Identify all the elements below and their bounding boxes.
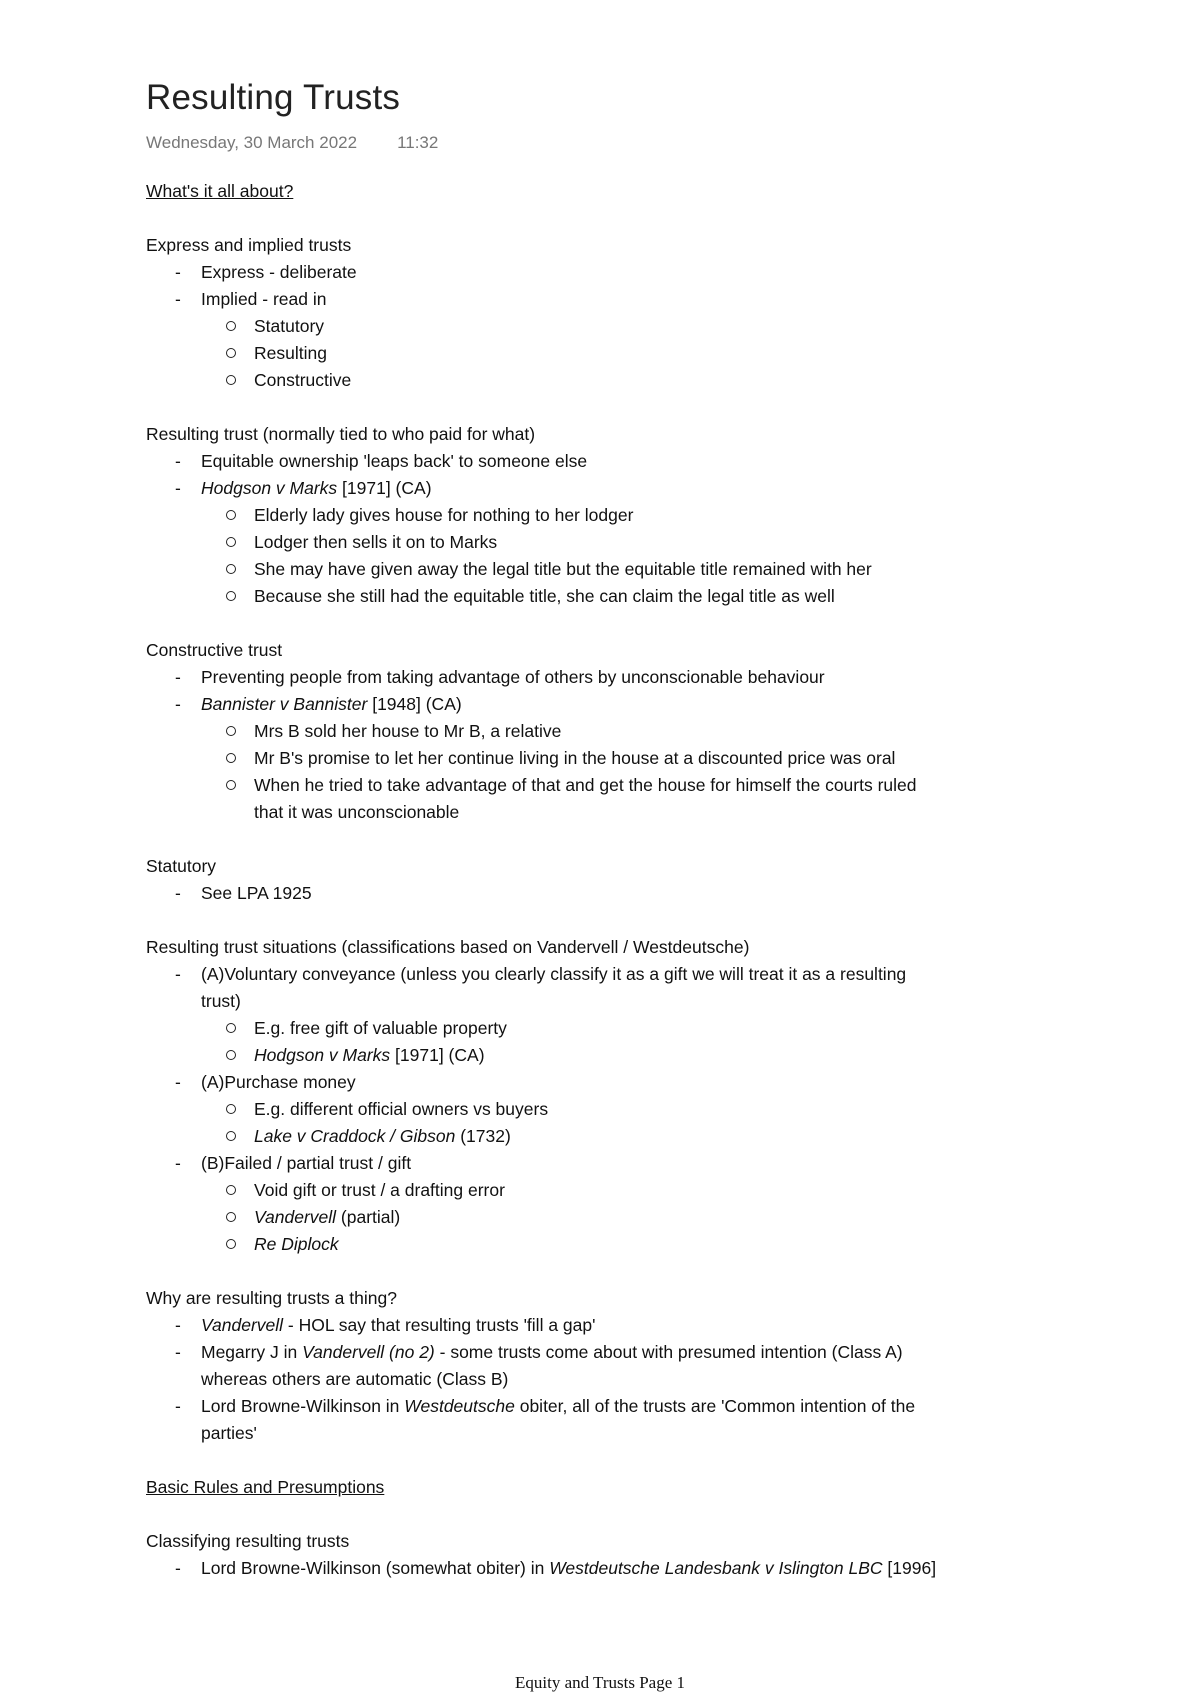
case-name: Lake v Craddock / Gibson bbox=[254, 1126, 456, 1146]
list-item: - (B)Failed / partial trust / gift bbox=[175, 1153, 412, 1173]
case-name: Vandervell bbox=[254, 1207, 337, 1227]
sub-list-item: Vandervell (partial) bbox=[146, 1204, 1086, 1231]
section-heading: What's it all about? bbox=[146, 181, 294, 201]
case-name: Re Diplock bbox=[254, 1234, 339, 1254]
list-item: - Hodgson v Marks [1971] (CA) bbox=[175, 478, 432, 498]
sub-list-item: Lodger then sells it on to Marks bbox=[146, 529, 1086, 556]
list-item: - Preventing people from taking advantage of others by unconscionable behaviour bbox=[175, 667, 825, 687]
sub-list-item: She may have given away the legal title but the equitable title remained with her bbox=[146, 556, 1086, 583]
page-date: Wednesday, 30 March 2022 bbox=[146, 133, 358, 152]
sub-list-item: Because she still had the equitable title, she can claim the legal title as well bbox=[146, 583, 1086, 610]
case-name: Hodgson v Marks bbox=[201, 478, 338, 498]
page-time: 11:32 bbox=[397, 133, 439, 152]
list-item: - (A)Voluntary conveyance (unless you clearly classify it as a gift we will treat it as a resulting bbox=[175, 964, 907, 984]
case-name: Bannister v Bannister bbox=[201, 694, 368, 714]
list-item-continued: whereas others are automatic (Class B) bbox=[201, 1369, 509, 1389]
sub-list-item: Constructive bbox=[146, 367, 1086, 394]
sub-list-item bbox=[146, 1231, 1086, 1258]
list-item: - Vandervell - HOL say that resulting trusts 'fill a gap' bbox=[175, 1315, 596, 1335]
list-item: - Megarry J in Vandervell (no 2) - some trusts come about with presumed intention (Class A) bbox=[175, 1342, 903, 1362]
sub-list-item: Lake v Craddock / Gibson (1732) bbox=[146, 1123, 1086, 1150]
sub-list-item-continued: that it was unconscionable bbox=[254, 802, 460, 822]
sub-list-item: E.g. free gift of valuable property bbox=[146, 1015, 1086, 1042]
list-item: - Implied - read in bbox=[175, 289, 327, 309]
case-name: Westdeutsche Landesbank v Islington LBC bbox=[549, 1558, 883, 1578]
case-name: Vandervell bbox=[201, 1315, 284, 1335]
note-page bbox=[146, 76, 1086, 1582]
page-meta bbox=[146, 132, 1086, 154]
list-item: - (A)Purchase money bbox=[175, 1072, 356, 1092]
list-item: - Equitable ownership 'leaps back' to someone else bbox=[175, 451, 588, 471]
sub-list-item: Hodgson v Marks [1971] (CA) bbox=[146, 1042, 1086, 1069]
section-heading: Classifying resulting trusts bbox=[146, 1531, 350, 1551]
sub-list-item: Statutory bbox=[146, 313, 1086, 340]
case-name: Westdeutsche bbox=[404, 1396, 515, 1416]
case-name: Hodgson v Marks bbox=[254, 1045, 391, 1065]
list-item-continued: parties' bbox=[201, 1423, 257, 1443]
sub-list-item: Mr B's promise to let her continue living in the house at a discounted price was oral bbox=[146, 745, 1086, 772]
section-heading: Basic Rules and Presumptions bbox=[146, 1477, 385, 1497]
note-body bbox=[146, 178, 1086, 1582]
section-heading: Resulting trust (normally tied to who paid for what) bbox=[146, 424, 536, 444]
sub-list-item: Void gift or trust / a drafting error bbox=[146, 1177, 1086, 1204]
list-item-continued: trust) bbox=[201, 991, 241, 1011]
sub-list-item: Resulting bbox=[146, 340, 1086, 367]
list-item: - Express - deliberate bbox=[175, 262, 357, 282]
list-item: - Bannister v Bannister [1948] (CA) bbox=[175, 694, 462, 714]
case-name: Vandervell (no 2) bbox=[302, 1342, 435, 1362]
list-item: - Lord Browne-Wilkinson in Westdeutsche obiter, all of the trusts are 'Common intention of the bbox=[175, 1396, 916, 1416]
page-footer: Equity and Trusts Page 1 bbox=[514, 1673, 686, 1692]
section-heading: Express and implied trusts bbox=[146, 235, 352, 255]
page-title: Resulting Trusts bbox=[146, 78, 401, 117]
list-item: - Lord Browne-Wilkinson (somewhat obiter) in Westdeutsche Landesbank v Islington LBC [1996] bbox=[175, 1558, 937, 1578]
sub-list-item: Elderly lady gives house for nothing to her lodger bbox=[146, 502, 1086, 529]
section-heading: Why are resulting trusts a thing? bbox=[146, 1288, 397, 1308]
sub-list-item: Mrs B sold her house to Mr B, a relative bbox=[146, 718, 1086, 745]
list-item: - See LPA 1925 bbox=[175, 883, 312, 903]
sub-list-item: E.g. different official owners vs buyers bbox=[146, 1096, 1086, 1123]
section-heading: Statutory bbox=[146, 856, 217, 876]
sub-list-item: When he tried to take advantage of that and get the house for himself the courts ruled bbox=[146, 772, 1086, 799]
section-heading: Resulting trust situations (classifications based on Vandervell / Westdeutsche) bbox=[146, 937, 750, 957]
section-heading: Constructive trust bbox=[146, 640, 283, 660]
